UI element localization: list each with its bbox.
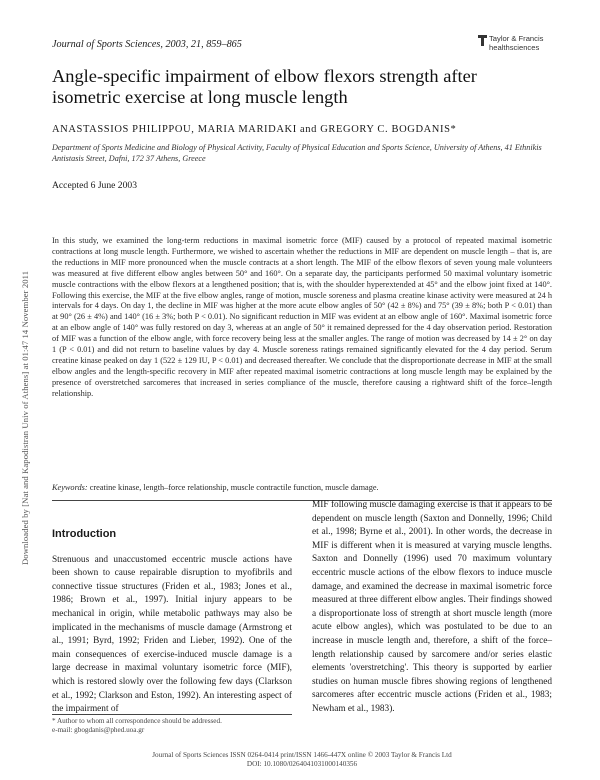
copyright-line: Journal of Sports Sciences ISSN 0264-0414 print/ISSN 1466-447X online © 2003 Taylor & Francis Ltd xyxy=(152,751,452,759)
doi-line: DOI: 10.1080/0264041031000140356 xyxy=(246,760,358,768)
body-paragraph-right: MIF following muscle damaging exercise is that it appears to be dependent on muscle length (Saxton and Donnelly, 1996; Child et al., 1998; Byrne et al., 2001). In other words, the decrease in MIF is different when it is measured at varying muscle lengths. Saxton and Donnelly (1996) used 70 maximum voluntary eccentric muscle actions of the elbow flexors to induce muscle damage, and examined the decrease in maximal isometric force measured at three different elbow angles. Their findings showed a disproportionate loss of strength at short muscle length (more acute elbow angles), which was postulated to be due to an increase in muscle length and, therefore, a shift of the force–length relationship caused by sarcomere and/or series elastic elements 'overstretching'. This theory is supported by earlier studies on human muscle fibres showing regions of lengthened sarcomeres after eccentric muscle actions (Friden et al., 1983; Newham et al., 1983). xyxy=(312,500,552,714)
publisher-mark-icon xyxy=(478,35,487,46)
body-column-left xyxy=(52,528,292,717)
footnote-email: e-mail: gbogdanis@phed.uoa.gr xyxy=(52,726,145,734)
body-column-right xyxy=(312,499,552,717)
body-paragraph-left: Strenuous and unaccustomed eccentric muscle actions have been shown to cause repairable disruption to myofibrils and connective tissue structures (Friden et al., 1983; Jones et al., 1986; Brown et al., 1997). Initial injury appears to be mechanical in origin, while metabolic pathways may also be implicated in the mechanisms of muscle damage (Armstrong et al., 1991; Byrd, 1992; Friden and Lieber, 1992). One of the main consequences of exercise-induced muscle damage is a large decrease in maximal voluntary isometric force (MIF), which is restored slowly over the following few days (Clarkson et al., 1992; Clarkson and Eston, 1992). An interesting aspect of the impairment of xyxy=(52,554,292,715)
keywords xyxy=(52,483,552,492)
publisher-name: Taylor & Francis xyxy=(489,34,544,43)
copyright-footer xyxy=(52,751,552,769)
section-heading: Introduction xyxy=(52,528,117,540)
author-list: ANASTASSIOS PHILIPPOU, MARIA MARIDAKI and GREGORY C. BOGDANIS* xyxy=(52,124,457,135)
affiliation: Department of Sports Medicine and Biology of Physical Activity, Faculty of Physical Education and Sports Science, University of Athens, 41 Ethnikis Antistasis Street, Dafni, 172 37 Athens, Greece xyxy=(52,143,542,163)
footnote-divider xyxy=(52,714,292,715)
abstract: In this study, we examined the long-term reductions in maximal isometric force (MIF) caused by a protocol of repeated maximal isometric contractions at long muscle length. Furthermore, we wished to ascertain whether the reductions in MIF are dependent on muscle length – that is, are the reductions in MIF more pronounced when the muscle contracts at a short length. The MIF of the elbow flexors of seven young male volunteers was measured at five different elbow angles between 50° and 160°. On a separate day, the participants performed 50 maximal voluntary isometric muscle contractions with the elbow flexors at a lengthened position; that is, with the shoulder hyperextended at 45° and the elbow joint fixed at 140°. Following this exercise, the MIF at the five elbow angles, range of motion, muscle soreness and plasma creatine kinase activity were measured at 24 h intervals for 4 days. On day 1, the decline in MIF was higher at the more acute elbow angles of 50° (42 ± 8%) and 75° (39 ± 8%; both P < 0.01) than at 90° (26 ± 4%) and 140° (16 ± 3%; both P < 0.01). No significant reduction in MIF was evident at an elbow angle of 160°. Maximal isometric force at an elbow angle of 140° was fully restored on day 3, whereas at an angle of 50° it remained depressed for the 4 day observation period. Restoration of MIF was a function of the elbow angle, with force recovery being less at the smaller angles. The range of motion was decreased by 14 ± 2° on day 1 (P < 0.01) and did not return to baseline values by day 4. Muscle soreness ratings remained significantly elevated for the 4 day period. Serum creatine kinase peaked on day 1 (522 ± 129 IU, P < 0.01) and decreased thereafter. We conclude that the disproportionate decrease in MIF at the small elbow angles and the length-specific recovery in MIF after repeated maximal isometric contractions at long muscle length may be explained by the presence of overstretched sarcomeres that increased in series compliance of the muscle, therefore causing a rightward shift of the force–length relationship. xyxy=(52,236,552,398)
journal-reference: Journal of Sports Sciences, 2003, 21, 859–865 xyxy=(52,39,242,50)
footnote-correspondence: * Author to whom all correspondence should be addressed. xyxy=(52,717,222,725)
article-title: Angle-specific impairment of elbow flexors strength after isometric exercise at long muscle length xyxy=(52,66,477,107)
download-stamp: Downloaded by [Nat and Kapodistran Univ of Athens] at 01:47 14 November 2011 xyxy=(20,270,30,565)
accepted-date: Accepted 6 June 2003 xyxy=(52,180,137,191)
footnote xyxy=(52,717,297,735)
keywords-label: Keywords: xyxy=(52,483,88,492)
keywords-text: creatine kinase, length–force relationship, muscle contractile function, muscle damage. xyxy=(89,483,379,492)
publisher-imprint: healthsciences xyxy=(489,43,540,52)
publisher-logo xyxy=(478,34,568,56)
